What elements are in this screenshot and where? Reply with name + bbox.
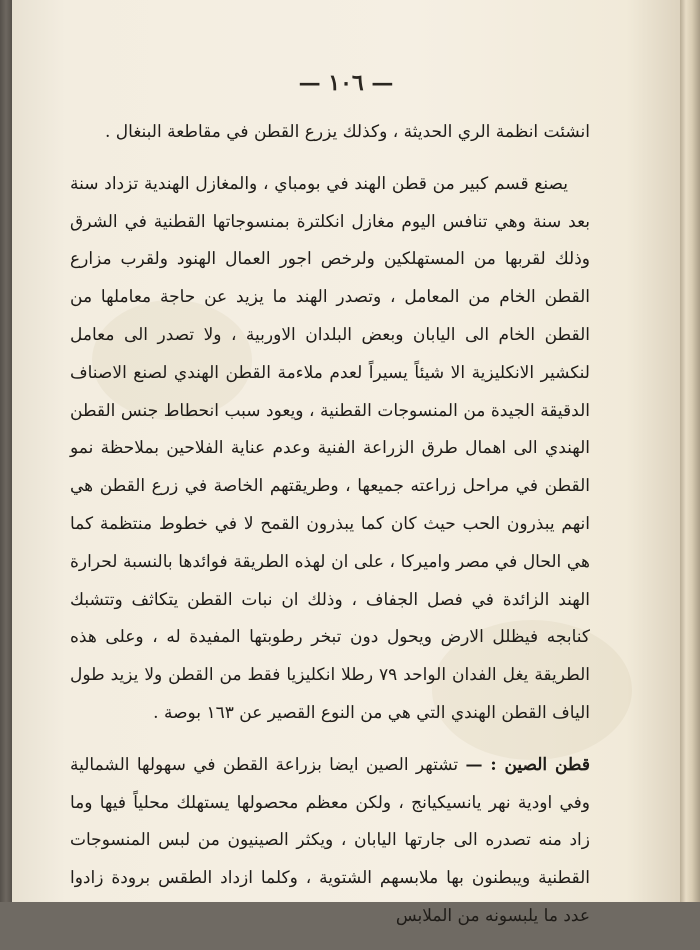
page-text — [70, 114, 590, 950]
paragraph-3-text: تشتهر الصين ايضا بزراعة القطن في سهولها الشمالية وفي اودية نهر يانسيكيانج ، ولكن معظم محصولها يستهلك محلياً فيها وما زاد منه تصدره الى جارتها اليابان ، ويكثر الصينيون من لبس المنسوجات القطنية ويبطنون بها ملابسهم الشتوية ، وكلما ازداد الطقس برودة زادوا عدد ما يلبسونه من الملابس — [70, 754, 590, 926]
book-page — [12, 0, 680, 926]
page-number: — ١٠٦ — — [298, 70, 394, 96]
paragraph-1: انشئت انظمة الري الحديثة ، وكذلك يزرع القطن في مقاطعة البنغال . — [105, 122, 590, 142]
paragraph-3 — [70, 747, 590, 936]
paragraph-2: يصنع قسم كبير من قطن الهند في بومباي ، والمغازل الهندية تزداد سنة بعد سنة وهي تنافس اليوم مغازل انكلترة بمنسوجاتها القطنية في الشرق وذلك لقربها من المستهلكين ولرخص اجور العمال الهنود ولقرب مزارع القطن الخام من المعامل ، وتصدر الهند ما يزيد عن حاجة معاملها من القطن الخام الى اليابان وبعض البلدان الاوربية ، ولا تصدر الى معامل لنكشير الانكليزية الا شيئاً يسيراً لعدم ملاءمة القطن الهندي لصنع الاصناف الدقيقة الجيدة من المنسوجات القطنية ، ويعود سبب انحطاط جنس القطن الهندي الى اهمال طرق الزراعة الفنية وعدم عناية الفلاحين بملاحظة نمو القطن في مراحل زراعته جميعها ، وطريقتهم الخاصة في زرع القطن هي انهم يبذرون الحب حيث كان كما يبذرون القمح لا في خطوط منتظمة كما هي الحال في مصر واميركا ، على ان لهذه الطريقة فوائدها بالنسبة لحرارة الهند الزائدة في فصل الجفاف ، وذلك ان نبات القطن يتكاثف وتتشبك كنابجه فيظلل الارض ويحول دون تبخر رطوبتها المفيدة له ، وعلى هذه الطريقة يغل الفدان الواحد ٧٩ رطلا انكليزيا فقط من القطن ولا يزيد طول الياف القطن الهندي التي هي من النوع القصير عن ١٦٣ بوصة . — [70, 173, 590, 723]
section-heading-china-cotton: قطن الصين : — — [465, 754, 591, 775]
page-edge — [680, 0, 700, 902]
